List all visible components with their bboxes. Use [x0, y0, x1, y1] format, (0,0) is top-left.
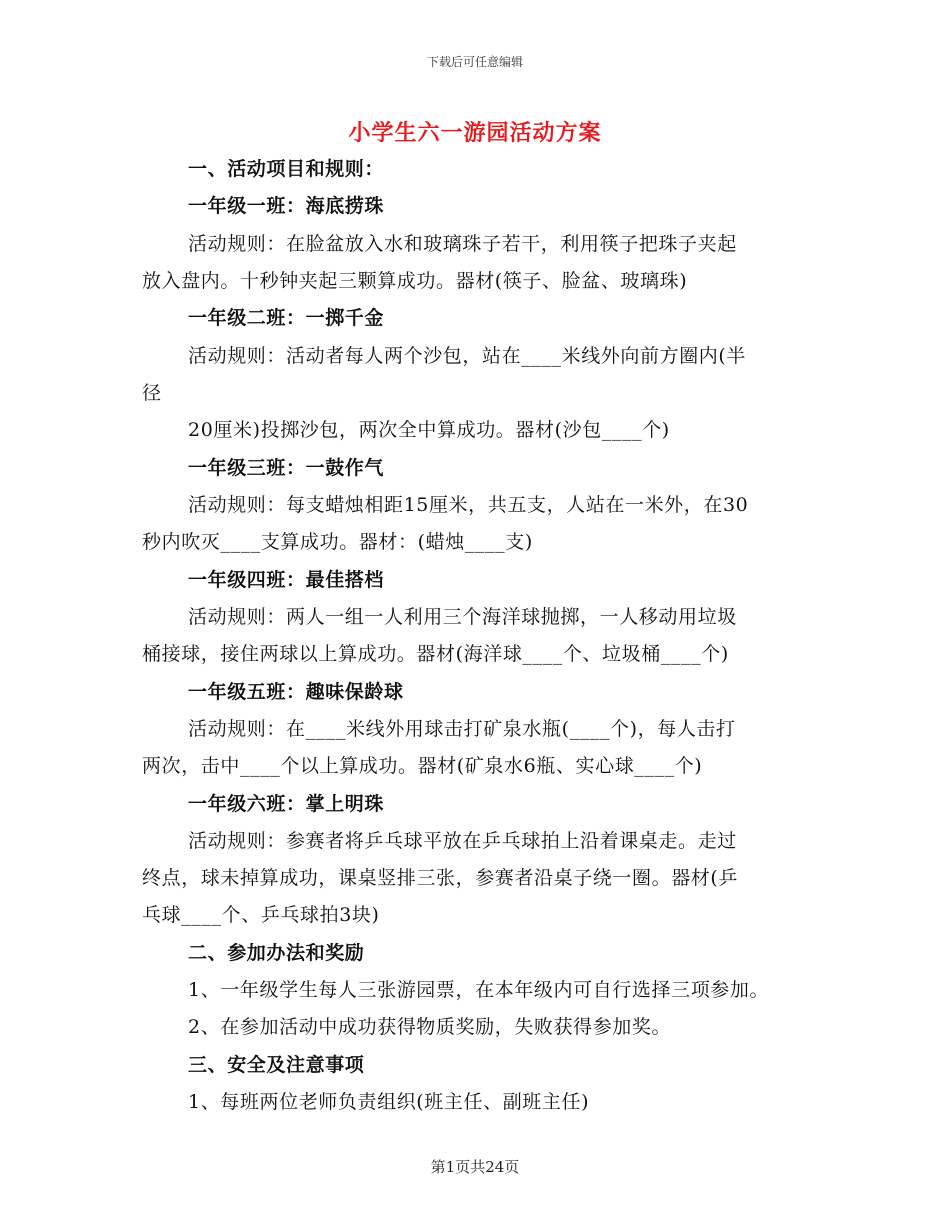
- rule-line: 活动规则：参赛者将乒乓球平放在乒乓球拍上沿着课桌走。走过: [188, 830, 737, 852]
- rule-line: 放入盘内。十秒钟夹起三颗算成功。器材(筷子、脸盆、玻璃珠): [142, 270, 688, 292]
- rule-line: 乓球____个、乒乓球拍3块): [142, 904, 380, 926]
- page-footer: 第1页共24页: [430, 1158, 520, 1176]
- rule-line: 径: [142, 382, 162, 404]
- document-title: 小学生六一游园活动方案: [348, 120, 602, 146]
- rule-line: 秒内吹灭____支算成功。器材：(蜡烛____支): [142, 531, 533, 553]
- rule-line: 活动规则：两人一组一人利用三个海洋球抛掷，一人移动用垃圾: [188, 606, 737, 628]
- class-heading-4: 一年级四班：最佳搭档: [188, 569, 385, 591]
- section-heading-1: 一、活动项目和规则：: [188, 158, 385, 180]
- list-item: 2、在参加活动中成功获得物质奖励，失败获得参加奖。: [188, 1016, 672, 1038]
- class-heading-6: 一年级六班：掌上明珠: [188, 793, 385, 815]
- rule-line: 活动规则：在脸盆放入水和玻璃珠子若干，利用筷子把珠子夹起: [188, 233, 737, 255]
- rule-line: 20厘米)投掷沙包，两次全中算成功。器材(沙包____个): [188, 419, 670, 441]
- rule-line: 活动规则：在____米线外用球击打矿泉水瓶(____个)，每人击打: [188, 718, 736, 740]
- section-heading-3: 三、安全及注意事项: [188, 1054, 365, 1076]
- class-heading-2: 一年级二班：一掷千金: [188, 307, 385, 329]
- list-item: 1、一年级学生每人三张游园票，在本年级内可自行选择三项参加。: [188, 979, 770, 1001]
- rule-line: 终点，球未掉算成功，课桌竖排三张，参赛者沿桌子绕一圈。器材(乒: [142, 867, 739, 889]
- page-header: 下载后可任意编辑: [426, 55, 523, 69]
- class-heading-1: 一年级一班：海底捞珠: [188, 195, 385, 217]
- class-heading-3: 一年级三班：一鼓作气: [188, 457, 385, 479]
- rule-line: 活动规则：每支蜡烛相距15厘米，共五支，人站在一米外，在30: [188, 494, 749, 516]
- rule-line: 活动规则：活动者每人两个沙包，站在____米线外向前方圈内(半: [188, 345, 747, 367]
- rule-line: 两次，击中____个以上算成功。器材(矿泉水6瓶、实心球____个): [142, 755, 703, 777]
- list-item: 1、每班两位老师负责组织(班主任、副班主任): [188, 1091, 590, 1113]
- section-heading-2: 二、参加办法和奖励: [188, 942, 365, 964]
- class-heading-5: 一年级五班：趣味保龄球: [188, 681, 404, 703]
- rule-line: 桶接球，接住两球以上算成功。器材(海洋球____个、垃圾桶____个): [142, 643, 729, 665]
